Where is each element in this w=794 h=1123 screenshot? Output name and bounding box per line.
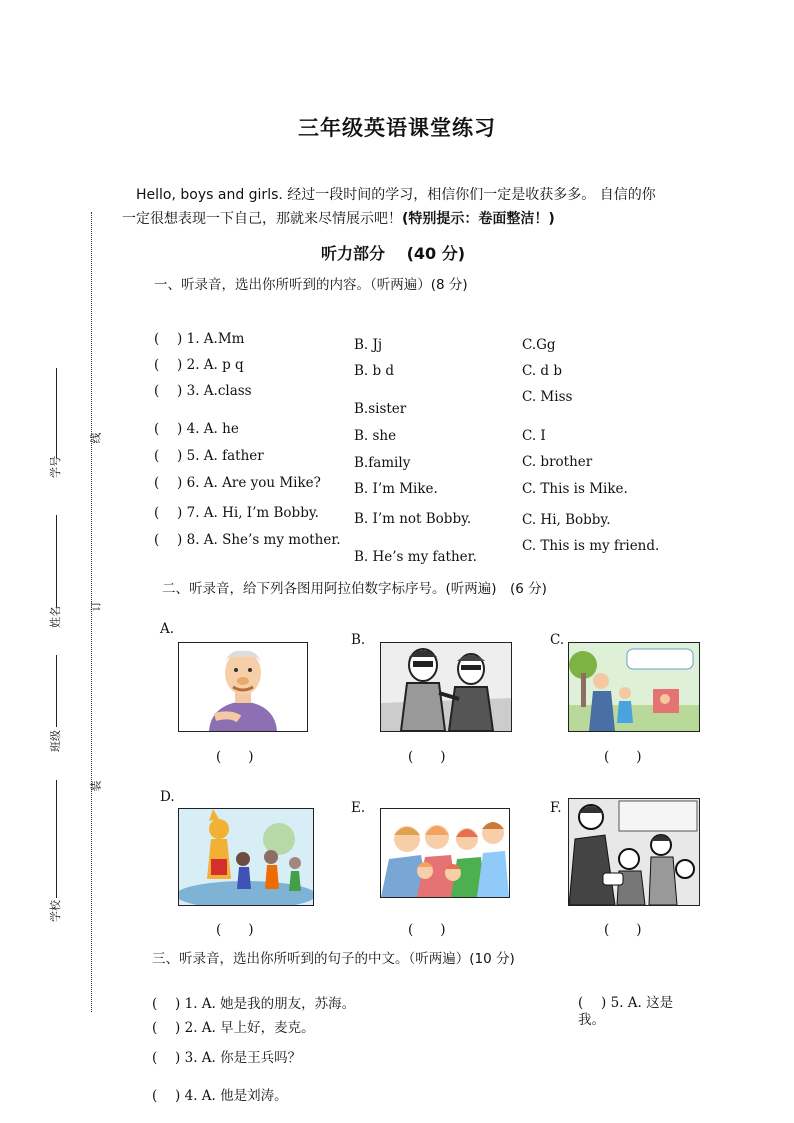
picture-b-answer-blank[interactable]: ( ) (408, 749, 446, 765)
intro-text: 一定很想表现一下自己，那就来尽情展示吧！ (122, 211, 402, 227)
binding-dotted-line (91, 212, 92, 1012)
picture-b-two-kids (380, 642, 512, 732)
picture-d-cartoon-animals (178, 808, 314, 906)
s1-q4-c: C. I (522, 428, 546, 444)
picture-d-label: D. (160, 789, 175, 805)
s1-q4-b: B. she (354, 428, 397, 444)
s1-q7-a[interactable]: ( ) 7. A. Hi, I’m Bobby. (154, 505, 319, 521)
binding-mark-xian: 线 (89, 432, 103, 444)
binding-mark-zhuang: 装 (89, 780, 103, 792)
picture-f-classroom (568, 798, 700, 906)
section1-heading: 一、听录音，选出你所听到的内容。（听两遍）(8 分) (154, 277, 468, 293)
s1-q2-b: B. b d (354, 363, 395, 379)
section3-heading: 三、听录音，选出你所听到的句子的中文。（听两遍）(10 分) (152, 951, 515, 967)
class-line[interactable] (56, 655, 57, 727)
picture-a-old-man (178, 642, 308, 732)
s3-q3[interactable]: ( ) 3. A. 你是王兵吗？ (152, 1050, 302, 1066)
s1-q2-a[interactable]: ( ) 2. A. p q (154, 357, 244, 373)
s3-q5-continued: 我。 (578, 1012, 605, 1028)
s1-q5-b: B.family (354, 455, 411, 471)
s1-q1-c: C.Gg (522, 337, 556, 353)
s1-q6-b: B. I’m Mike. (354, 481, 438, 497)
s1-q5-c: C. brother (522, 454, 593, 470)
s1-q3-a[interactable]: ( ) 3. A.class (154, 383, 252, 399)
picture-c-park-scene (568, 642, 700, 732)
s3-q2[interactable]: ( ) 2. A. 早上好，麦克。 (152, 1020, 315, 1036)
picture-a-label: A. (160, 621, 175, 637)
picture-b-label: B. (351, 632, 366, 648)
picture-d-answer-blank[interactable]: ( ) (216, 922, 254, 938)
s1-q7-c: C. Hi, Bobby. (522, 512, 611, 528)
picture-f-label: F. (550, 800, 562, 816)
page-title: 三年级英语课堂练习 (298, 116, 496, 140)
s1-q1-b: B. Jj (354, 337, 383, 353)
s1-q7-b: B. I’m not Bobby. (354, 511, 472, 527)
student-id-line[interactable] (56, 368, 57, 458)
s1-q8-a[interactable]: ( ) 8. A. She’s my mother. (154, 532, 341, 548)
student-id-label: 学号 (49, 456, 62, 478)
section2-heading: 二、听录音，给下列各图用阿拉伯数字标序号。(听两遍) (6 分) (162, 581, 547, 597)
s3-q5[interactable]: ( ) 5. A. 这是 (578, 995, 674, 1011)
picture-e-answer-blank[interactable]: ( ) (408, 922, 446, 938)
picture-c-label: C. (550, 632, 565, 648)
picture-e-label: E. (351, 800, 366, 816)
school-line[interactable] (56, 780, 57, 898)
class-label: 班级 (49, 730, 62, 752)
s1-q1-a[interactable]: ( ) 1. A.Mm (154, 331, 245, 347)
s1-q6-c: C. This is Mike. (522, 481, 628, 497)
binding-mark-ding: 订 (89, 600, 103, 612)
s1-q3-b: B.sister (354, 401, 407, 417)
s1-q4-a[interactable]: ( ) 4. A. he (154, 421, 239, 437)
picture-e-family-group (380, 808, 510, 898)
picture-a-answer-blank[interactable]: ( ) (216, 749, 254, 765)
name-label: 姓名 (49, 606, 62, 628)
s1-q5-a[interactable]: ( ) 5. A. father (154, 448, 264, 464)
s1-q6-a[interactable]: ( ) 6. A. Are you Mike? (154, 475, 321, 491)
neatness-note: (特别提示：卷面整洁！) (402, 211, 555, 227)
s3-q1[interactable]: ( ) 1. A. 她是我的朋友，苏海。 (152, 996, 356, 1012)
intro-line-1: Hello, boys and girls. 经过一段时间的学习，相信你们一定是收获多多。 自信的你 (136, 187, 656, 203)
intro-line-2 (122, 208, 555, 228)
s1-q8-c: C. This is my friend. (522, 538, 660, 554)
school-label: 学校 (49, 900, 62, 922)
picture-f-answer-blank[interactable]: ( ) (604, 922, 642, 938)
picture-c-answer-blank[interactable]: ( ) (604, 749, 642, 765)
s1-q2-c: C. d b (522, 363, 563, 379)
s1-q8-b: B. He’s my father. (354, 549, 477, 565)
listening-header: 听力部分 (40 分) (321, 244, 466, 263)
name-line[interactable] (56, 515, 57, 607)
s1-q3-c: C. Miss (522, 389, 573, 405)
s3-q4[interactable]: ( ) 4. A. 他是刘涛。 (152, 1088, 288, 1104)
